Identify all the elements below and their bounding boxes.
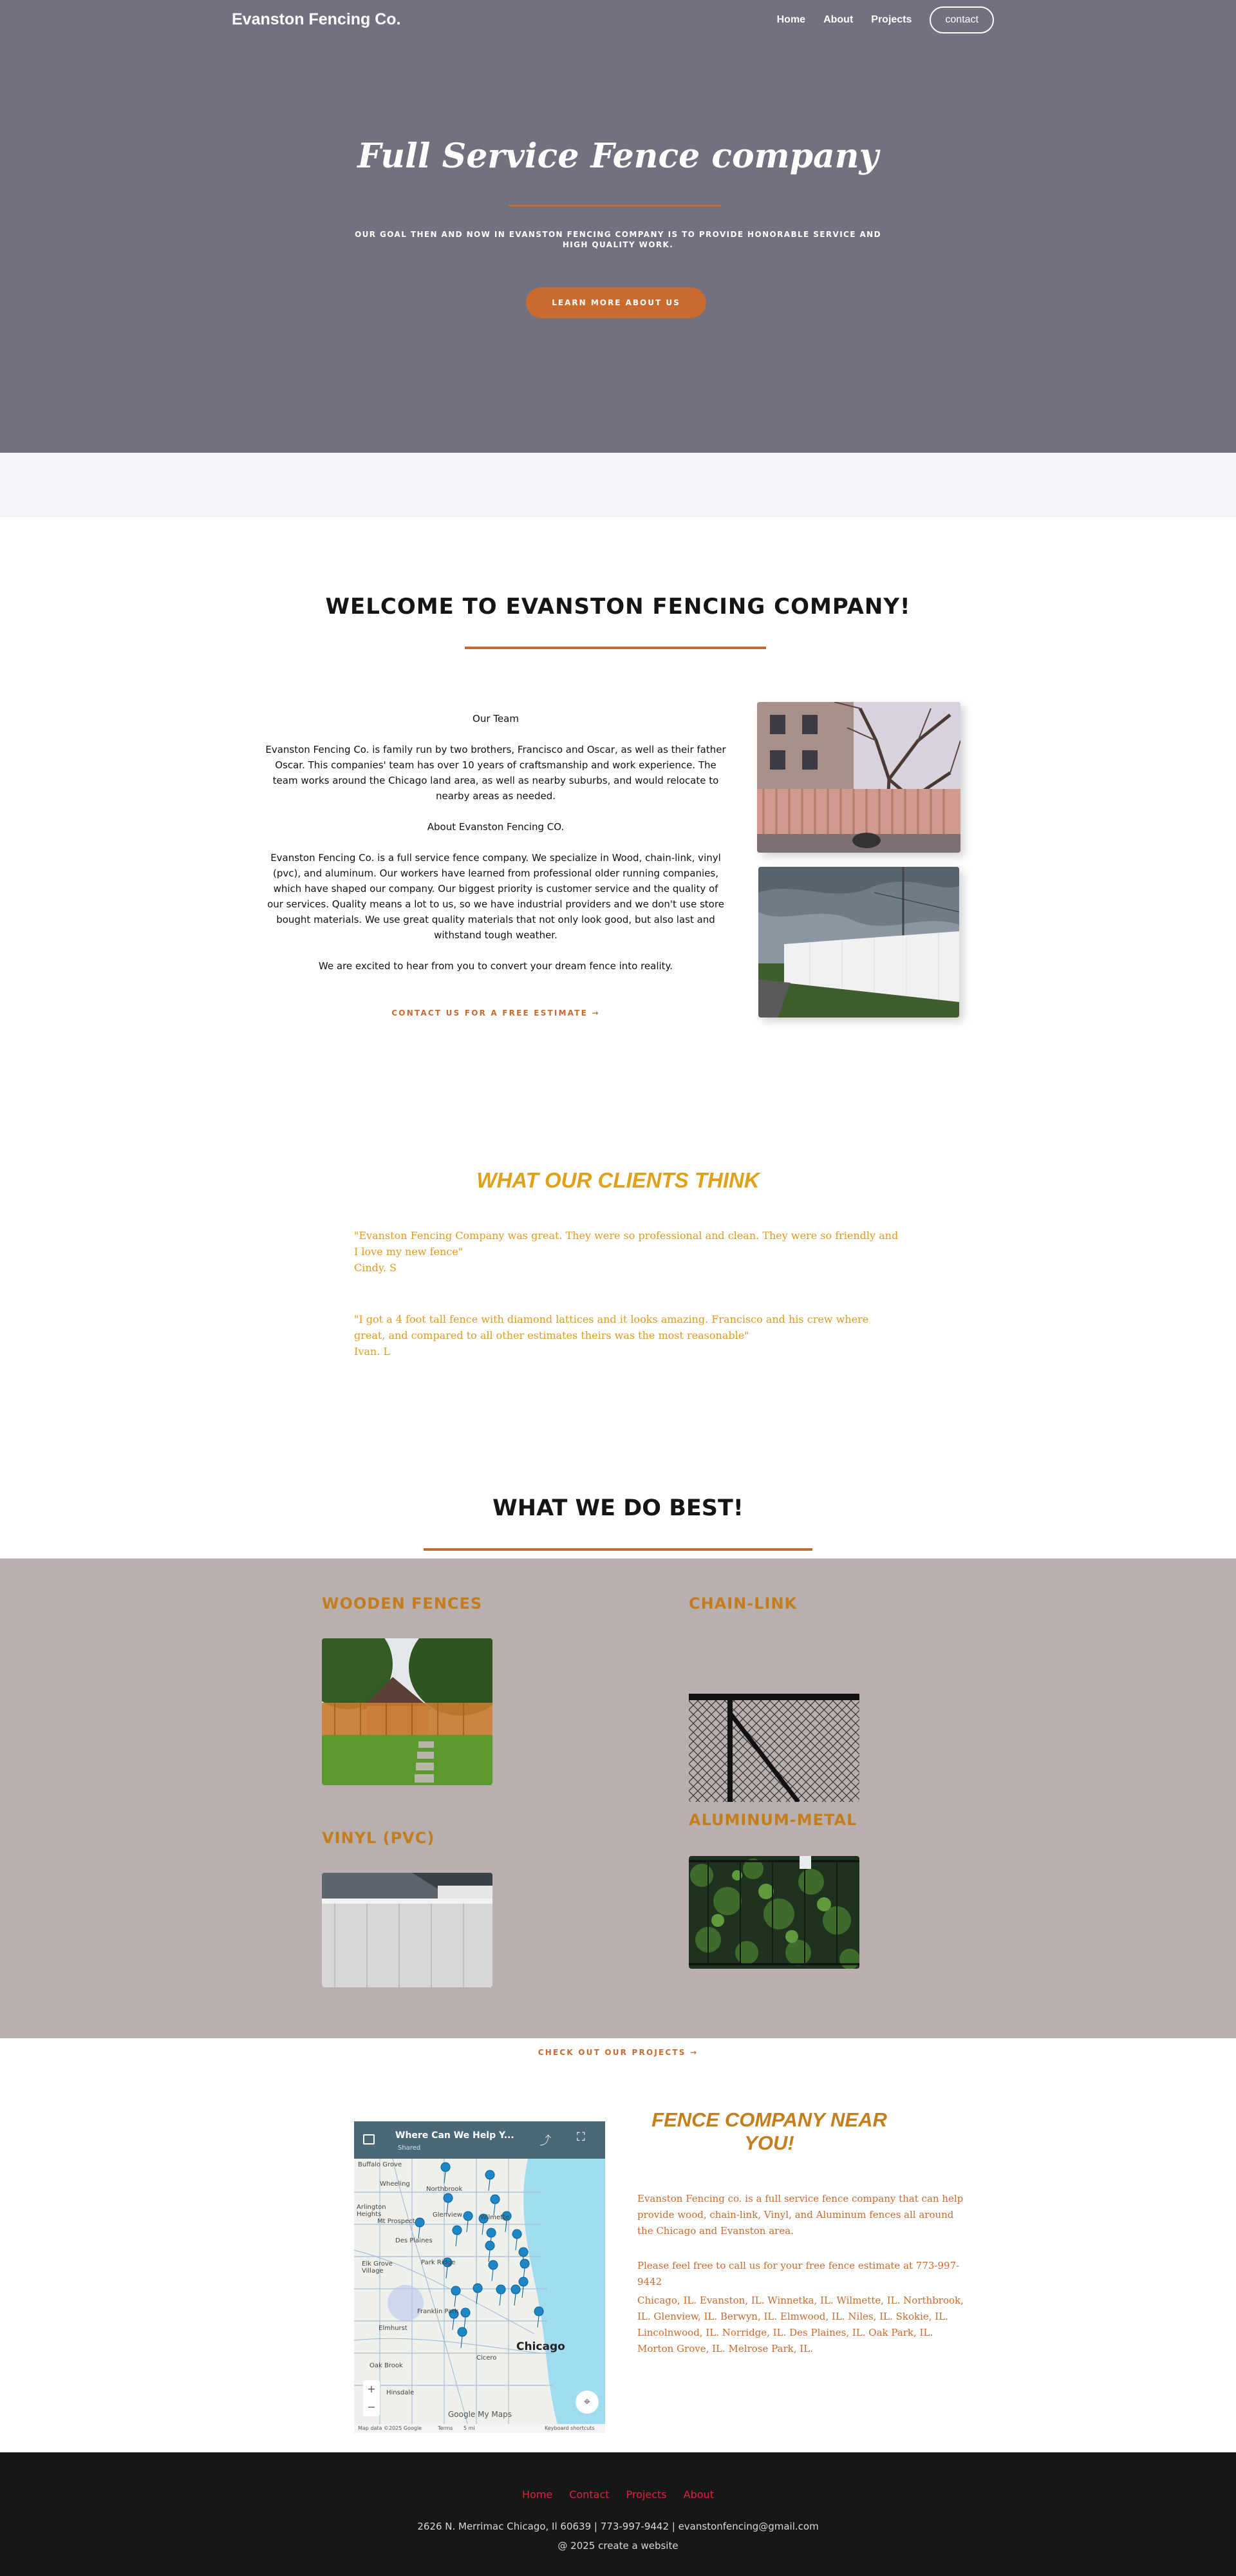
- footer-nav: [0, 2488, 1236, 2501]
- map-data-text: Map data ©2025 Google: [358, 2425, 422, 2431]
- nav-projects[interactable]: Projects: [871, 14, 912, 25]
- service-vinyl-title: VINYL (PVC): [322, 1829, 435, 1847]
- testimonial-quote: "Evanston Fencing Company was great. They were so professional and clean. They were so friendly and I love my new fence": [354, 1229, 899, 1258]
- map-label: Franklin Park: [417, 2308, 459, 2315]
- service-aluminum-title: ALUMINUM-METAL: [689, 1811, 857, 1829]
- testimonial-quote: "I got a 4 foot tall fence with diamond lattices and it looks amazing. Francisco and his crew where great, and compared to all other estimates theirs was the most reasonable": [354, 1313, 869, 1341]
- map-label: Mt Prospect: [377, 2218, 415, 2225]
- service-areas: Chicago, IL. Evanston, IL. Winnetka, IL. Wilmette, IL. Northbrook, IL. Glenview, IL. Berwyn, IL. Elmwood, IL. Niles, IL. Skokie, IL. Lincolnwood, IL. Norridge, IL. Des Plaines, IL. Oak Park, IL. Morton Grove, IL. Melrose Park, IL.: [637, 2295, 964, 2354]
- zoom-in-button[interactable]: +: [367, 2383, 376, 2395]
- footer-link-projects[interactable]: Projects: [626, 2488, 667, 2501]
- hero-subtitle: OUR GOAL THEN AND NOW IN EVANSTON FENCING COMPANY IS TO PROVIDE HONORABLE SERVICE AND HIGH QUALITY WORK.: [355, 230, 881, 249]
- near-you-paragraph-1: Evanston Fencing co. is a full service fence company that can help provide wood, chain-link, Vinyl, and Aluminum fences all around the Chicago and Evanston area.: [637, 2193, 964, 2237]
- map-label: Oak Brook: [370, 2362, 403, 2369]
- map-label: Glenview: [433, 2211, 463, 2219]
- near-you-phone: Please feel free to call us for your free fence estimate at 773-997-9442: [637, 2260, 960, 2287]
- footer-link-about[interactable]: About: [683, 2488, 714, 2501]
- map-city-label: Chicago: [516, 2340, 565, 2353]
- services-divider: [424, 1548, 812, 1551]
- site-logo[interactable]: Evanston Fencing Co.: [232, 10, 401, 28]
- site-header: [0, 0, 1236, 41]
- services-section: [0, 1558, 1236, 2038]
- testimonial-author: Ivan. L: [354, 1345, 390, 1358]
- zoom-controls: [363, 2380, 380, 2416]
- testimonial-1: [354, 1227, 901, 1276]
- google-my-maps-logo: Google My Maps: [448, 2410, 512, 2419]
- hero-divider: [509, 205, 721, 207]
- map-title[interactable]: Where Can We Help Y...: [395, 2130, 514, 2141]
- service-chainlink-title: CHAIN-LINK: [689, 1595, 798, 1613]
- welcome-divider: [465, 647, 766, 649]
- projects-link[interactable]: CHECK OUT OUR PROJECTS →: [538, 2048, 698, 2057]
- services-title: WHAT WE DO BEST!: [492, 1495, 744, 1521]
- site-footer: [0, 2452, 1236, 2576]
- map-label: Elmhurst: [379, 2325, 407, 2332]
- learn-more-button[interactable]: LEARN MORE ABOUT US: [526, 287, 706, 318]
- nav-about[interactable]: About: [823, 14, 854, 25]
- keyboard-shortcuts-link[interactable]: Keyboard shortcuts: [545, 2425, 595, 2431]
- google-map-embed[interactable]: [354, 2121, 605, 2433]
- map-label: Wheeling: [380, 2181, 410, 2188]
- map-label: Cicero: [476, 2354, 497, 2362]
- footer-link-home[interactable]: Home: [522, 2488, 553, 2501]
- service-wooden-title: WOODEN FENCES: [322, 1595, 483, 1613]
- zoom-out-button[interactable]: −: [367, 2401, 376, 2413]
- footer-copyright: @ 2025 create a website: [557, 2540, 679, 2552]
- map-terms-link[interactable]: Terms: [438, 2425, 453, 2431]
- hero-title: Full Service Fence company: [357, 137, 879, 176]
- map-scale: 5 mi: [464, 2425, 475, 2431]
- vinyl-fence-image: [322, 1873, 492, 1987]
- team-text: Evanston Fencing Co. is family run by two brothers, Francisco and Oscar, as well as their father Oscar. This companies' team has over 10 years of craftsmanship and work experience. The team works around the Chicago land area, as well as nearby suburbs, and would relocate to nearby areas as needed.: [265, 744, 726, 802]
- map-attribution: [354, 2424, 605, 2433]
- map-label: Arlington Heights: [357, 2204, 386, 2218]
- map-label: Northbrook: [426, 2186, 463, 2193]
- map-label: Park Ridge: [421, 2259, 456, 2266]
- share-icon[interactable]: ⤴: [539, 2134, 551, 2148]
- footer-info: [0, 2517, 1236, 2555]
- nav-home[interactable]: Home: [776, 14, 806, 25]
- testimonial-author: Cindy. S: [354, 1262, 397, 1274]
- map-label: Elk Grove Village: [362, 2260, 393, 2275]
- wood-fence-photo: [757, 702, 960, 853]
- near-you-title: FENCE COMPANY NEAR YOU!: [651, 2108, 887, 2154]
- welcome-text: [264, 711, 727, 989]
- map-label: Hinsdale: [386, 2389, 415, 2396]
- map-label: Des Plaines: [395, 2237, 433, 2244]
- footer-address: 2626 N. Merrimac Chicago, Il 60639 | 773-997-9442 | evanstonfencing@gmail.com: [417, 2521, 819, 2532]
- team-heading: Our Team: [473, 713, 519, 724]
- map-label: Wilmette: [480, 2214, 510, 2221]
- wooden-fence-image: [322, 1638, 492, 1785]
- free-estimate-link[interactable]: CONTACT US FOR A FREE ESTIMATE →: [391, 1009, 600, 1018]
- about-heading: About Evanston Fencing CO.: [427, 821, 565, 833]
- closing-text: We are excited to hear from you to convert your dream fence into reality.: [318, 960, 673, 972]
- hero-section: [0, 0, 1236, 453]
- clients-title: WHAT OUR CLIENTS THINK: [476, 1168, 760, 1192]
- map-shared-badge: Shared: [398, 2145, 421, 2152]
- chainlink-fence-image: [689, 1687, 859, 1802]
- aluminum-fence-image: [689, 1856, 859, 1969]
- map-place-labels: [354, 2121, 605, 2433]
- welcome-title: WELCOME TO EVANSTON FENCING COMPANY!: [325, 594, 911, 620]
- fullscreen-icon[interactable]: ⛶: [577, 2130, 585, 2144]
- vinyl-fence-photo: [758, 867, 959, 1018]
- section-spacer: [0, 453, 1236, 517]
- contact-button[interactable]: contact: [930, 6, 994, 33]
- recenter-icon[interactable]: ⌖: [576, 2391, 599, 2414]
- footer-link-contact[interactable]: Contact: [569, 2488, 610, 2501]
- about-text: Evanston Fencing Co. is a full service fence company. We specialize in Wood, chain-link, vinyl (pvc), and aluminum. Our workers have learned from professional older running companies, which have shaped our company. Our biggest priority is customer service and the quality of our services. Quality means a lot to us, so we have industrial providers and we don't use store bought materials. We use great quality materials that not only look good, but also last and withstand tough weather.: [267, 852, 724, 941]
- main-nav: [777, 6, 994, 33]
- testimonial-2: [354, 1311, 901, 1359]
- map-label: Buffalo Grove: [358, 2161, 402, 2168]
